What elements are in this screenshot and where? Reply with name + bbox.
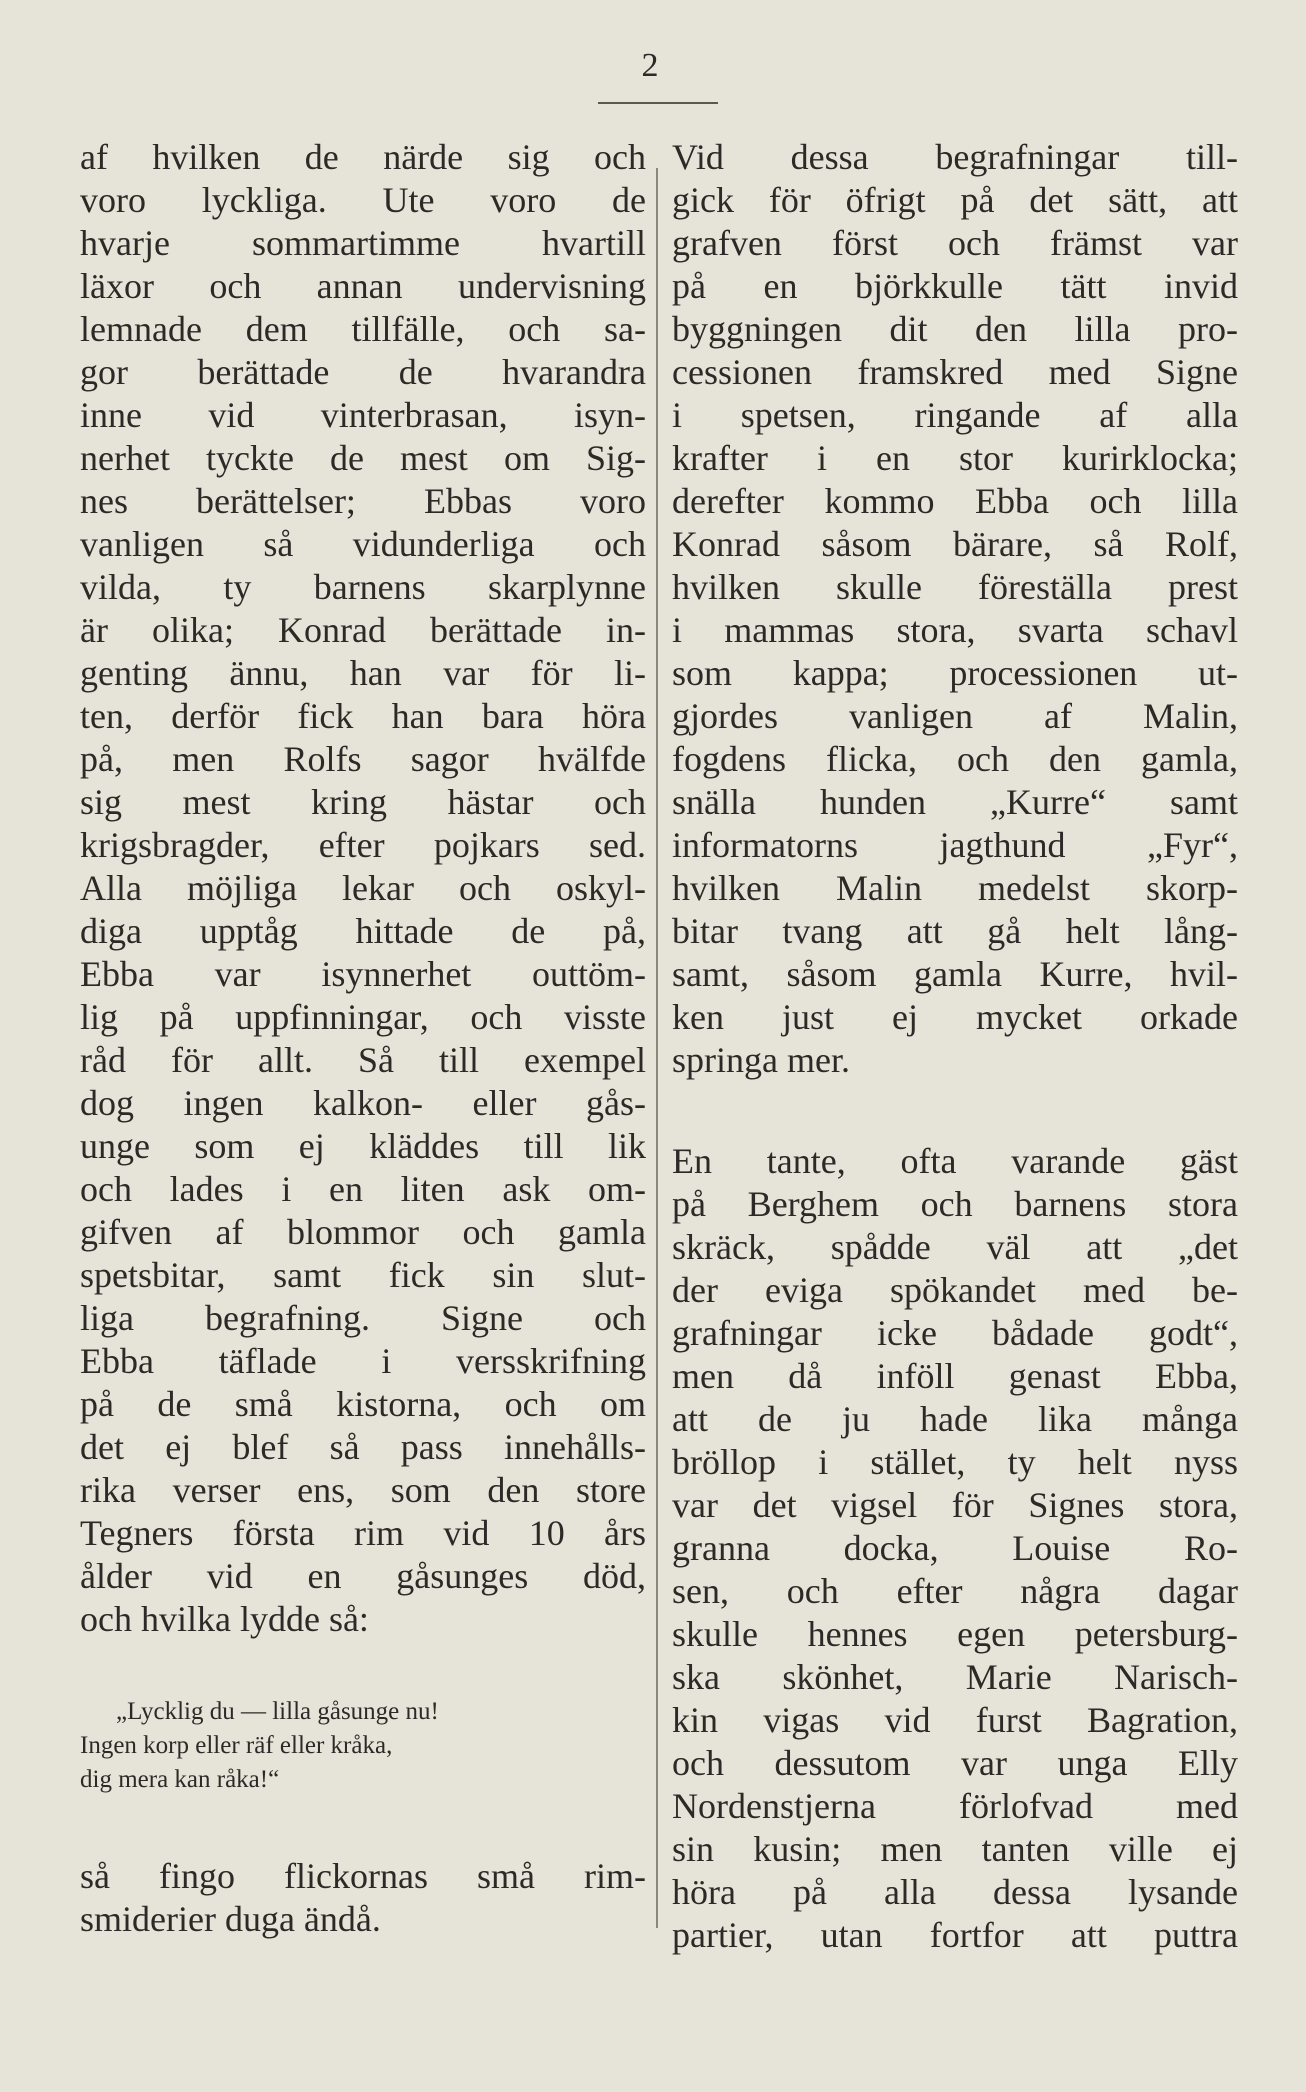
text-line: smiderier duga ändå. xyxy=(80,1899,381,1939)
text-line: så fingo flickornas små rim- xyxy=(80,1856,646,1896)
text-line: lig på uppfinningar, och visste xyxy=(80,997,646,1037)
text-line: voro lyckliga. Ute voro de xyxy=(80,180,646,220)
text-line: hvilken skulle föreställa prest xyxy=(672,567,1238,607)
text-line: och dessutom var unga Elly xyxy=(672,1743,1238,1783)
text-line: af hvilken de närde sig och xyxy=(80,137,646,177)
text-line: nes berättelser; Ebbas voro xyxy=(80,481,646,521)
right-column xyxy=(672,136,1238,1957)
text-line: råd för allt. Så till exempel xyxy=(80,1040,646,1080)
text-line: granna docka, Louise Ro- xyxy=(672,1528,1238,1568)
column-divider xyxy=(656,168,658,1928)
text-line: läxor och annan undervisning xyxy=(80,266,646,306)
text-line: krigsbragder, efter pojkars sed. xyxy=(80,825,646,865)
text-line: dog ingen kalkon- eller gås- xyxy=(80,1083,646,1123)
text-line: Vid dessa begrafningar till- xyxy=(672,137,1238,177)
verse-block xyxy=(80,1695,646,1797)
page-number: 2 xyxy=(641,47,659,84)
text-line: gifven af blommor och gamla xyxy=(80,1212,646,1252)
text-line: sin kusin; men tanten ville ej xyxy=(672,1829,1238,1869)
text-line: på, men Rolfs sagor hvälfde xyxy=(80,739,646,779)
text-line: sig mest kring hästar och xyxy=(80,782,646,822)
text-line: cessionen framskred med Signe xyxy=(672,352,1238,392)
text-line: i mammas stora, svarta schavl xyxy=(672,610,1238,650)
text-line: vanligen så vidunderliga och xyxy=(80,524,646,564)
header-rule xyxy=(598,102,718,104)
text-line: der eviga spökandet med be- xyxy=(672,1270,1238,1310)
text-line: fogdens flicka, och den gamla, xyxy=(672,739,1238,779)
text-line: höra på alla dessa lysande xyxy=(672,1872,1238,1912)
text-line: krafter i en stor kurirklocka; xyxy=(672,438,1238,478)
text-line: ska skönhet, Marie Narisch- xyxy=(672,1657,1238,1697)
verse-line: Ingen korp eller räf eller kråka, xyxy=(80,1732,393,1759)
text-line: gick för öfrigt på det sätt, att xyxy=(672,180,1238,220)
text-line: hvarje sommartimme hvartill xyxy=(80,223,646,263)
text-line: ålder vid en gåsunges död, xyxy=(80,1556,646,1596)
text-line: var det vigsel för Signes stora, xyxy=(672,1485,1238,1525)
text-line: spetsbitar, samt fick sin slut- xyxy=(80,1255,646,1295)
text-line: grafven först och främst var xyxy=(672,223,1238,263)
text-line: diga upptåg hittade de på, xyxy=(80,911,646,951)
text-line: på de små kistorna, och om xyxy=(80,1384,646,1424)
text-line: grafningar icke bådade godt“, xyxy=(672,1313,1238,1353)
text-line: samt, såsom gamla Kurre, hvil- xyxy=(672,954,1238,994)
text-line: unge som ej kläddes till lik xyxy=(80,1126,646,1166)
text-line: på en björkkulle tätt invid xyxy=(672,266,1238,306)
text-line: skulle hennes egen petersburg- xyxy=(672,1614,1238,1654)
text-line: och lades i en liten ask om- xyxy=(80,1169,646,1209)
text-line: inne vid vinterbrasan, isyn- xyxy=(80,395,646,435)
text-line: bitar tvang att gå helt lång- xyxy=(672,911,1238,951)
text-line: på Berghem och barnens stora xyxy=(672,1184,1238,1224)
text-line: det ej blef så pass innehålls- xyxy=(80,1427,646,1467)
text-line: vilda, ty barnens skarplynne xyxy=(80,567,646,607)
text-line: Ebba var isynnerhet outtöm- xyxy=(80,954,646,994)
verse-line: dig mera kan råka!“ xyxy=(80,1766,280,1793)
text-line: informatorns jagthund „Fyr“, xyxy=(672,825,1238,865)
text-line: som kappa; processionen ut- xyxy=(672,653,1238,693)
text-line: men då inföll genast Ebba, xyxy=(672,1356,1238,1396)
text-line: skräck, spådde väl att „det xyxy=(672,1227,1238,1267)
text-line: springa mer. xyxy=(672,1040,850,1080)
text-line: hvilken Malin medelst skorp- xyxy=(672,868,1238,908)
text-line: derefter kommo Ebba och lilla xyxy=(672,481,1238,521)
text-line: bröllop i stället, ty helt nyss xyxy=(672,1442,1238,1482)
text-line: nerhet tyckte de mest om Sig- xyxy=(80,438,646,478)
text-line: Nordenstjerna förlofvad med xyxy=(672,1786,1238,1826)
text-line: gjordes vanligen af Malin, xyxy=(672,696,1238,736)
text-line: En tante, ofta varande gäst xyxy=(672,1141,1238,1181)
text-line: snälla hunden „Kurre“ samt xyxy=(672,782,1238,822)
text-line: partier, utan fortfor att puttra xyxy=(672,1915,1238,1955)
text-line: Alla möjliga lekar och oskyl- xyxy=(80,868,646,908)
text-line: Tegners första rim vid 10 års xyxy=(80,1513,646,1553)
text-line: liga begrafning. Signe och xyxy=(80,1298,646,1338)
text-line: genting ännu, han var för li- xyxy=(80,653,646,693)
text-line: byggningen dit den lilla pro- xyxy=(672,309,1238,349)
verse-line: „Lycklig du — lilla gåsunge nu! xyxy=(116,1698,439,1725)
text-line: är olika; Konrad berättade in- xyxy=(80,610,646,650)
text-line: och hvilka lydde så: xyxy=(80,1599,369,1639)
text-line: sen, och efter några dagar xyxy=(672,1571,1238,1611)
text-line: kin vigas vid furst Bagration, xyxy=(672,1700,1238,1740)
text-line: Ebba täflade i versskrifning xyxy=(80,1341,646,1381)
text-line: rika verser ens, som den store xyxy=(80,1470,646,1510)
text-line: ken just ej mycket orkade xyxy=(672,997,1238,1037)
text-line: ten, derför fick han bara höra xyxy=(80,696,646,736)
left-column xyxy=(80,136,646,1941)
text-line: att de ju hade lika många xyxy=(672,1399,1238,1439)
text-line: i spetsen, ringande af alla xyxy=(672,395,1238,435)
text-line: Konrad såsom bärare, så Rolf, xyxy=(672,524,1238,564)
text-line: lemnade dem tillfälle, och sa- xyxy=(80,309,646,349)
text-line: gor berättade de hvarandra xyxy=(80,352,646,392)
